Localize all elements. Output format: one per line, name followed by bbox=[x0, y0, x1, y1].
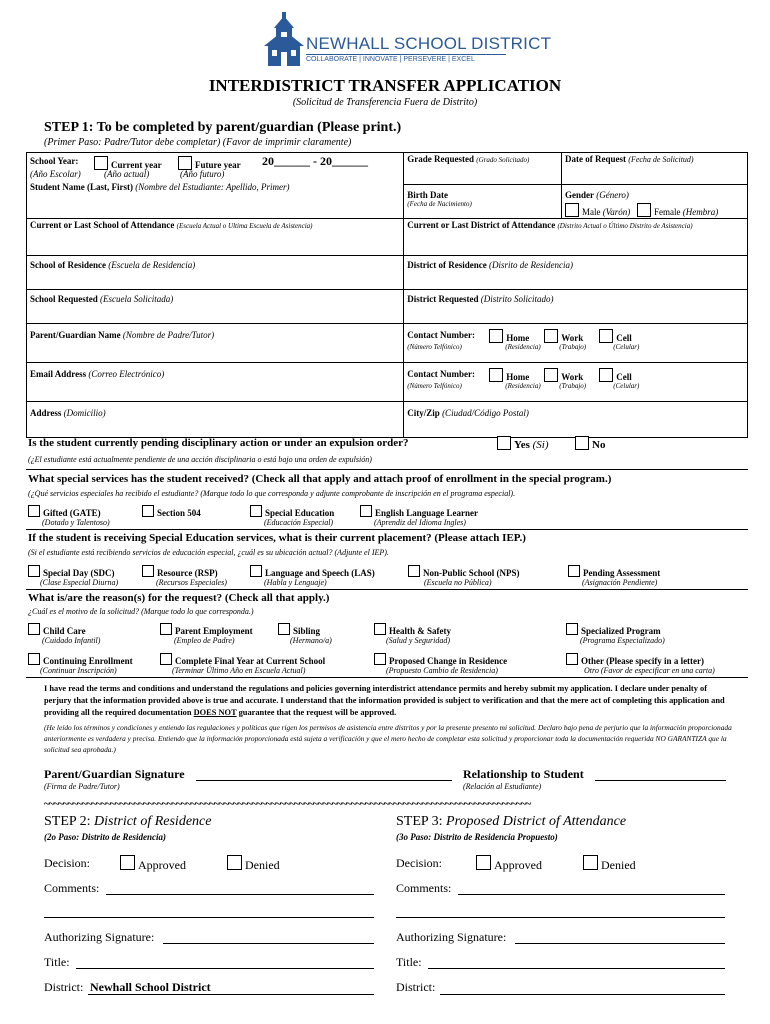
step3-approved-checkbox[interactable] bbox=[476, 855, 491, 870]
gender-cell: Gender (Género) Male (Varón) Female (Hembra) bbox=[562, 185, 748, 219]
year-range-field[interactable]: 20______ - 20______ bbox=[262, 154, 368, 168]
final-year-es: (Terminar Último Año en Escuela Actual) bbox=[172, 666, 306, 675]
contact1-work-checkbox[interactable] bbox=[544, 329, 558, 343]
step3-comments-line-2[interactable] bbox=[396, 917, 725, 918]
step3-decision-label: Decision: bbox=[396, 856, 442, 870]
section-divider bbox=[26, 529, 748, 530]
disciplinary-yes-checkbox[interactable] bbox=[497, 436, 511, 450]
contact2-cell-checkbox[interactable] bbox=[599, 368, 613, 382]
sdc-checkbox[interactable] bbox=[28, 565, 40, 577]
final-year-option[interactable]: Complete Final Year at Current School bbox=[160, 653, 325, 666]
student-info-grid bbox=[26, 152, 748, 438]
las-option[interactable]: Language and Speech (LAS) bbox=[250, 565, 375, 578]
sped-es: (Educación Especial) bbox=[264, 518, 334, 527]
district-name: NEWHALL SCHOOL DISTRICT bbox=[306, 34, 552, 53]
contact2-cell-option[interactable]: Cell bbox=[599, 368, 632, 382]
relationship-line[interactable] bbox=[595, 780, 726, 781]
step2-comments-label: Comments: bbox=[44, 881, 100, 895]
step3-comments-line-1[interactable] bbox=[458, 894, 725, 895]
step2-comments-line-1[interactable] bbox=[106, 894, 374, 895]
step3-denied-checkbox[interactable] bbox=[583, 855, 598, 870]
las-es: (Habla y Lenguaje) bbox=[264, 578, 327, 587]
step2-denied-checkbox[interactable] bbox=[227, 855, 242, 870]
step3-comments-label: Comments: bbox=[396, 881, 452, 895]
nps-option[interactable]: Non-Public School (NPS) bbox=[408, 565, 520, 578]
sibling-es: (Hermano/a) bbox=[290, 636, 332, 645]
contact1-home-checkbox[interactable] bbox=[489, 329, 503, 343]
contact2-work-checkbox[interactable] bbox=[544, 368, 558, 382]
parent-employment-option[interactable]: Parent Employment bbox=[160, 623, 253, 636]
declaration-es: (He leído los términos y condiciones y entiendo las regulaciones y políticas que rigen los permisos de asistencia entre distritos y por la presente presento mi solicitud. Declaro bajo pena de perjurio que la información proporcionada anteriormente es verdadera y precisa. Entiendo que la información proporcionada está sujeta a verificación y que el mero hecho de completar esta solicitud y proporcionar toda la documentación requerida NO GARANTIZA que la solicitud sea aprobada.) bbox=[44, 723, 732, 754]
sped-option[interactable]: Special Education bbox=[250, 505, 334, 518]
current-year-es: (Año actual) bbox=[104, 169, 150, 179]
parent-signature-line[interactable] bbox=[196, 780, 452, 781]
continuing-enrollment-checkbox[interactable] bbox=[28, 653, 40, 665]
date-request-cell[interactable]: Date of Request (Fecha de Solicitud) bbox=[562, 153, 748, 185]
address-cell[interactable]: Address (Domicilio) bbox=[27, 402, 404, 438]
female-checkbox[interactable] bbox=[637, 203, 651, 217]
district-logo bbox=[262, 10, 552, 68]
contact-number-cell-1: Contact Number: Home Work Cell (Número Telfónico) (Residencia) (Trabajo) (Celular) bbox=[404, 324, 748, 363]
other-reason-option[interactable]: Other (Please specify in a letter) bbox=[566, 653, 704, 666]
sibling-checkbox[interactable] bbox=[278, 623, 290, 635]
gifted-option[interactable]: Gifted (GATE) bbox=[28, 505, 101, 518]
ell-checkbox[interactable] bbox=[360, 505, 372, 517]
parent-signature-es: (Firma de Padre/Tutor) bbox=[44, 782, 120, 791]
contact2-home-checkbox[interactable] bbox=[489, 368, 503, 382]
step2-title: STEP 2: District of Residence bbox=[44, 814, 212, 829]
step2-district-label: District: bbox=[44, 980, 84, 994]
other-reason-checkbox[interactable] bbox=[566, 653, 578, 665]
services-question-es: (¿Qué servicios especiales ha recibido el estudiante? (Marque todo lo que corresponda y adjunte comprobante de inscripción en el programa especial). bbox=[28, 489, 516, 498]
residence-change-es: (Propuesto Cambio de Residencia) bbox=[386, 666, 498, 675]
student-name-es: (Nombre del Estudiante: Apellido, Primer) bbox=[135, 182, 290, 192]
contact-number-cell-2: Contact Number: Home Work Cell (Número Telfónico) (Residencia) (Trabajo) (Celular) bbox=[404, 363, 748, 402]
child-care-es: (Cuidado Infantil) bbox=[42, 636, 101, 645]
continuing-enrollment-es: (Continuar Inscripción) bbox=[40, 666, 117, 675]
section-divider bbox=[26, 469, 748, 470]
section-divider bbox=[26, 677, 748, 678]
step3-auth-label: Authorizing Signature: bbox=[396, 930, 507, 944]
schoolhouse-icon bbox=[262, 10, 306, 68]
step2-subtitle: (2o Paso: Distrito de Residencia) bbox=[44, 832, 166, 842]
placement-question: If the student is receiving Special Education services, what is their current placement? (Please attach IEP.) bbox=[28, 532, 526, 544]
district-requested-cell[interactable]: District Requested (Distrito Solicitado) bbox=[404, 290, 748, 324]
pending-es: (Asignación Pendiente) bbox=[582, 578, 658, 587]
final-year-checkbox[interactable] bbox=[160, 653, 172, 665]
step2-title-label: Title: bbox=[44, 955, 70, 969]
step2-title-line[interactable] bbox=[76, 968, 374, 969]
placement-question-es: (Si el estudiante está recibiendo servicios de educación especial, ¿cuál es su ubicación actual? (Adjunte el IEP). bbox=[28, 548, 389, 557]
gifted-checkbox[interactable] bbox=[28, 505, 40, 517]
form-title: INTERDISTRICT TRANSFER APPLICATION bbox=[208, 76, 562, 95]
rsp-option[interactable]: Resource (RSP) bbox=[142, 565, 218, 578]
contact1-cell-checkbox[interactable] bbox=[599, 329, 613, 343]
student-name-label: Student Name (Last, First) bbox=[30, 182, 133, 192]
rsp-checkbox[interactable] bbox=[142, 565, 154, 577]
future-year-option[interactable]: Future year bbox=[178, 156, 241, 170]
step2-auth-line[interactable] bbox=[163, 943, 374, 944]
step2-comments-line-2[interactable] bbox=[44, 917, 374, 918]
relationship-label: Relationship to Student bbox=[463, 767, 584, 781]
ell-option[interactable]: English Language Learner bbox=[360, 505, 478, 518]
pending-option[interactable]: Pending Assessment bbox=[568, 565, 660, 578]
sdc-es: (Clase Especial Diurna) bbox=[40, 578, 119, 587]
step2-district-value[interactable]: Newhall School District bbox=[90, 980, 211, 994]
tilde-divider: ~~~~~~~~~~~~~~~~~~~~~~~~~~~~~~~~~~~~~~~~~~~~~~~~~~~~~~~~~~~~~~~~~~~~~~~~~~~~~~~~~~~~~~~~~~~~~~~~~~~~~~~ bbox=[44, 798, 531, 810]
school-requested-cell[interactable]: School Requested (Escuela Solicitada) bbox=[27, 290, 404, 324]
health-safety-checkbox[interactable] bbox=[374, 623, 386, 635]
sdc-option[interactable]: Special Day (SDC) bbox=[28, 565, 115, 578]
section-divider bbox=[26, 589, 748, 590]
step2-denied-option[interactable]: Denied bbox=[227, 855, 280, 873]
rsp-es: (Recursos Especiales) bbox=[156, 578, 227, 587]
contact1-home-option[interactable]: Home bbox=[489, 329, 529, 343]
step2-approved-option[interactable]: Approved bbox=[120, 855, 186, 873]
step3-auth-line[interactable] bbox=[515, 943, 725, 944]
district-tagline: COLLABORATE | INNOVATE | PERSEVERE | EXCEL bbox=[306, 56, 475, 63]
disciplinary-yes-option[interactable]: Yes (Si) bbox=[497, 436, 549, 451]
step3-title: STEP 3: Proposed District of Attendance bbox=[396, 814, 627, 829]
school-residence-cell[interactable]: School of Residence (Escuela de Residencia) bbox=[27, 256, 404, 290]
step2-approved-checkbox[interactable] bbox=[120, 855, 135, 870]
specialized-program-option[interactable]: Specialized Program bbox=[566, 623, 661, 636]
child-care-checkbox[interactable] bbox=[28, 623, 40, 635]
step3-district-label: District: bbox=[396, 980, 436, 994]
district-residence-cell[interactable]: District of Residence (Disrito de Residencia) bbox=[404, 256, 748, 290]
contact1-work-option[interactable]: Work bbox=[544, 329, 583, 343]
future-year-checkbox[interactable] bbox=[178, 156, 192, 170]
contact2-work-option[interactable]: Work bbox=[544, 368, 583, 382]
parent-employment-checkbox[interactable] bbox=[160, 623, 172, 635]
nps-es: (Escuela no Pública) bbox=[424, 578, 492, 587]
parent-signature-label: Parent/Guardian Signature bbox=[44, 767, 185, 781]
las-checkbox[interactable] bbox=[250, 565, 262, 577]
nps-checkbox[interactable] bbox=[408, 565, 420, 577]
other-reason-es: Otro (Favor de especificar en una carta) bbox=[584, 666, 715, 675]
school-year-es: (Año Escolar) bbox=[30, 169, 81, 179]
step2-auth-label: Authorizing Signature: bbox=[44, 930, 155, 944]
step3-denied-option[interactable]: Denied bbox=[583, 855, 636, 873]
current-year-checkbox[interactable] bbox=[94, 156, 108, 170]
birth-date-cell[interactable]: Birth Date (Fecha de Nacimiento) bbox=[404, 185, 562, 219]
reasons-question: What is/are the reason(s) for the request? (Check all that apply.) bbox=[28, 592, 330, 604]
current-year-option[interactable]: Current year bbox=[94, 156, 162, 170]
gifted-es: (Dotado y Talentoso) bbox=[42, 518, 110, 527]
child-care-option[interactable]: Child Care bbox=[28, 623, 86, 636]
relationship-es: (Relación al Estudiante) bbox=[463, 782, 542, 791]
disciplinary-no-checkbox[interactable] bbox=[575, 436, 589, 450]
sibling-option[interactable]: Sibling bbox=[278, 623, 320, 636]
school-year-cell bbox=[27, 153, 404, 219]
current-school-cell[interactable]: Current or Last School of Attendance (Escuela Actual o Ultima Escuela de Asistencia) bbox=[27, 219, 404, 256]
pending-checkbox[interactable] bbox=[568, 565, 580, 577]
step3-approved-option[interactable]: Approved bbox=[476, 855, 542, 873]
specialized-program-checkbox[interactable] bbox=[566, 623, 578, 635]
city-zip-cell[interactable]: City/Zip (Ciudad/Código Postal) bbox=[404, 402, 748, 438]
reasons-question-es: ¿Cuál es el motivo de la solicitud? (Marque todo lo que corresponda.) bbox=[28, 607, 254, 616]
contact2-home-option[interactable]: Home bbox=[489, 368, 529, 382]
services-question: What special services has the student received? (Check all that apply and attach proof of enrollment in the special program.) bbox=[28, 473, 612, 485]
school-year-label: School Year: bbox=[30, 156, 79, 166]
ell-es: (Aprendiz del Idioma Ingles) bbox=[374, 518, 466, 527]
step3-title-line[interactable] bbox=[428, 968, 725, 969]
health-safety-option[interactable]: Health & Safety bbox=[374, 623, 451, 636]
future-year-es: (Año futuro) bbox=[180, 169, 225, 179]
disciplinary-question-es: (¿El estudiante está actualmente pendiente de una acción disciplinaria o está bajo una orden de expulsión) bbox=[28, 455, 372, 464]
step3-district-line[interactable] bbox=[440, 994, 725, 995]
sped-checkbox[interactable] bbox=[250, 505, 262, 517]
section504-option[interactable]: Section 504 bbox=[142, 505, 201, 518]
form-subtitle: (Solicitud de Transferencia Fuera de Distrito) bbox=[292, 97, 478, 108]
email-cell[interactable]: Email Address (Correo Electrónico) bbox=[27, 363, 404, 402]
female-option[interactable]: Female (Hembra) bbox=[637, 207, 718, 217]
logo-rule bbox=[306, 54, 506, 55]
health-safety-es: (Salud y Seguridad) bbox=[386, 636, 450, 645]
step2-decision-label: Decision: bbox=[44, 856, 90, 870]
step3-subtitle: (3o Paso: Distrito de Residencia Propuesto) bbox=[396, 832, 558, 842]
contact1-cell-option[interactable]: Cell bbox=[599, 329, 632, 343]
male-checkbox[interactable] bbox=[565, 203, 579, 217]
residence-change-option[interactable]: Proposed Change in Residence bbox=[374, 653, 507, 666]
parent-employment-es: (Empleo de Padre) bbox=[174, 636, 235, 645]
current-district-cell[interactable]: Current or Last District of Attendance (Distrito Actual o Último Distrito de Asistencia) bbox=[404, 219, 748, 256]
male-option[interactable]: Male (Varón) bbox=[565, 207, 630, 217]
step1-subtitle: (Primer Paso: Padre/Tutor debe completar) (Favor de imprimir claramente) bbox=[44, 137, 352, 148]
specialized-program-es: (Programa Especializado) bbox=[580, 636, 665, 645]
step1-title: STEP 1: To be completed by parent/guardian (Please print.) bbox=[44, 120, 402, 135]
grade-requested-cell[interactable]: Grade Requested (Grado Solicitado) bbox=[404, 153, 562, 185]
disciplinary-no-option[interactable]: No bbox=[575, 436, 605, 451]
step3-title-label: Title: bbox=[396, 955, 422, 969]
declaration-en: I have read the terms and conditions and understand the regulations and policies governing interdistrict attendance permits and hereby submit my application. I declare under penalty of perjury that the information provided above is true and accurate. I understand that the information provided is subject to verification and that the mere act of completing this application and providing all the required documentation DOES NOT guarantee that the request will be approved. bbox=[44, 684, 725, 717]
parent-name-cell[interactable]: Parent/Guardian Name (Nombre de Padre/Tutor) bbox=[27, 324, 404, 363]
disciplinary-question: Is the student currently pending disciplinary action or under an expulsion order? bbox=[28, 437, 409, 449]
section504-checkbox[interactable] bbox=[142, 505, 154, 517]
continuing-enrollment-option[interactable]: Continuing Enrollment bbox=[28, 653, 133, 666]
residence-change-checkbox[interactable] bbox=[374, 653, 386, 665]
step2-district-line bbox=[88, 994, 374, 995]
